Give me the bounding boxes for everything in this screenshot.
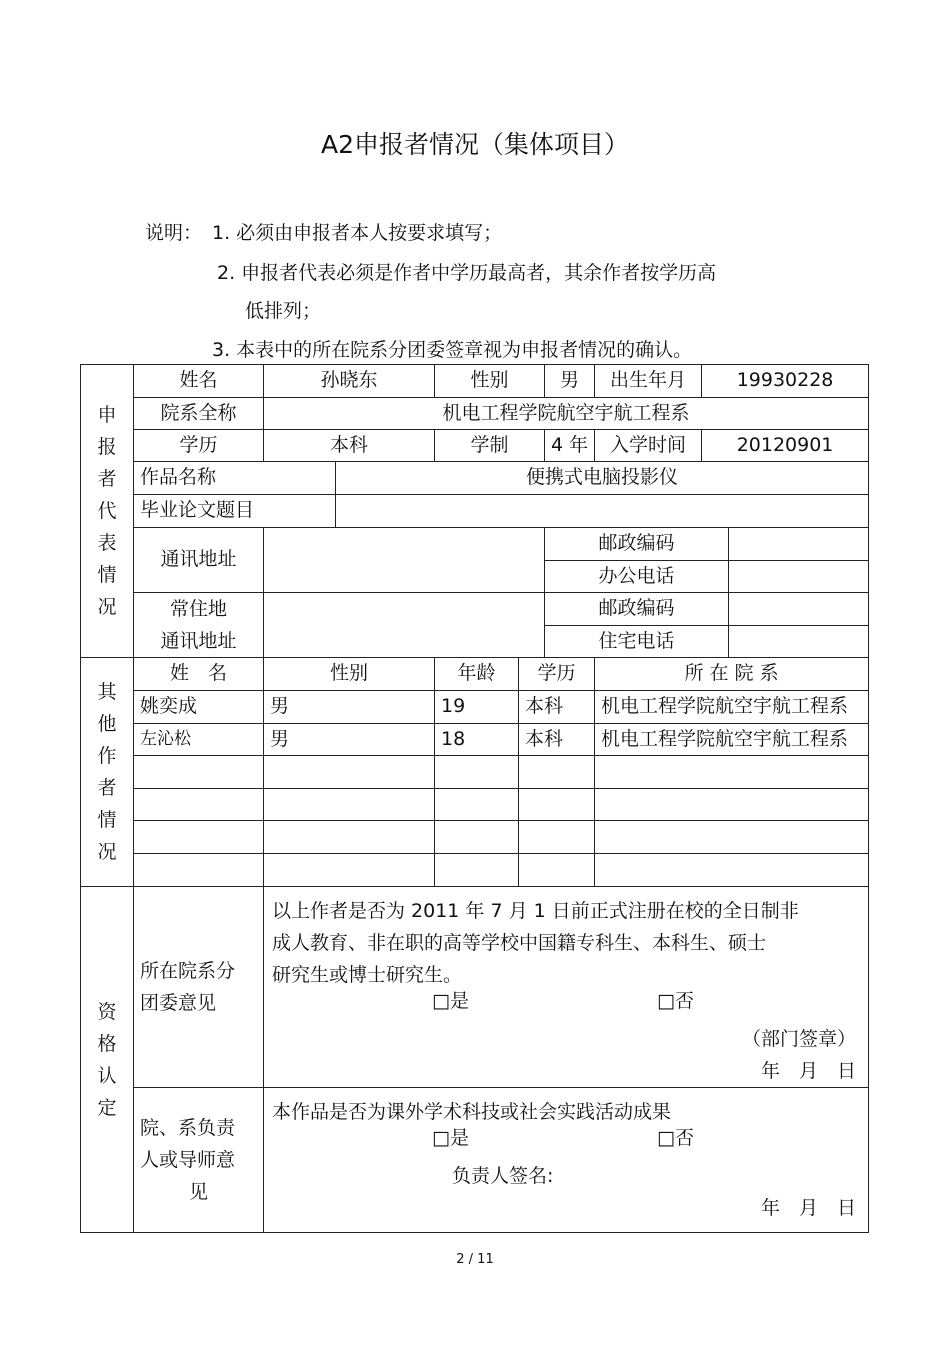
- author-age[interactable]: [435, 821, 519, 854]
- author-name[interactable]: [134, 789, 264, 821]
- edu-label: 学历: [134, 430, 264, 462]
- dept-opinion-label: 所在院系分 团委意见: [134, 887, 264, 1088]
- author-age[interactable]: 18: [435, 724, 519, 756]
- dept-opinion-block: [264, 887, 869, 1088]
- edu-field[interactable]: 本科: [264, 430, 435, 462]
- qual-section-label: 资 格 认 定: [81, 887, 134, 1233]
- no-checkbox[interactable]: □否: [657, 990, 694, 1012]
- note-2-cont: 低排列；: [245, 300, 322, 322]
- signature-label[interactable]: 负责人签名:: [452, 1165, 554, 1187]
- others-section-label: 其 他 作 者 情 况: [81, 658, 134, 887]
- birth-field[interactable]: 19930228: [702, 365, 869, 398]
- postcode2-label: 邮政编码: [545, 593, 729, 626]
- work-label: 作品名称: [134, 462, 336, 495]
- application-form: [80, 364, 869, 1233]
- dept-opinion-text-2: 成人教育、非在职的高等学校中国籍专科生、本科生、硕士: [272, 932, 767, 954]
- gender-label: 性别: [435, 365, 545, 398]
- others-header-name: 姓 名: [134, 658, 264, 691]
- note-1: 1. 必须由申报者本人按要求填写；: [212, 222, 503, 244]
- yes-checkbox-2[interactable]: □是: [432, 1127, 469, 1149]
- office-phone-field[interactable]: [729, 561, 869, 593]
- author-edu[interactable]: [519, 756, 595, 789]
- author-edu[interactable]: 本科: [519, 691, 595, 724]
- home-phone-field[interactable]: [729, 626, 869, 658]
- dept-opinion-text-1: 以上作者是否为 2011 年 7 月 1 日前正式注册在校的全日制非: [272, 900, 799, 922]
- author-dept[interactable]: [595, 854, 869, 887]
- author-dept[interactable]: 机电工程学院航空宇航工程系: [595, 724, 869, 756]
- thesis-label: 毕业论文题目: [134, 495, 336, 528]
- table-row: [81, 691, 869, 724]
- note-label: 说明：: [145, 222, 203, 244]
- author-gender[interactable]: [264, 821, 435, 854]
- rep-section-label: 申 报 者 代 表 情 况: [81, 365, 134, 658]
- date-label-2: 年 月 日: [761, 1197, 857, 1219]
- author-name[interactable]: [134, 756, 264, 789]
- leader-opinion-text: 本作品是否为课外学术科技或社会实践活动成果: [272, 1101, 672, 1123]
- dept-field[interactable]: 机电工程学院航空宇航工程系: [264, 398, 869, 430]
- enroll-label: 入学时间: [595, 430, 702, 462]
- table-row: [81, 724, 869, 756]
- table-row: [81, 789, 869, 821]
- enroll-field[interactable]: 20120901: [702, 430, 869, 462]
- others-header-dept: 所 在 院 系: [595, 658, 869, 691]
- author-gender[interactable]: 男: [264, 724, 435, 756]
- author-dept[interactable]: [595, 756, 869, 789]
- birth-label: 出生年月: [595, 365, 702, 398]
- length-field[interactable]: 4 年: [545, 430, 595, 462]
- note-2: 2. 申报者代表必须是作者中学历最高者，其余作者按学历高: [217, 262, 717, 284]
- author-gender[interactable]: [264, 789, 435, 821]
- date-label: 年 月 日: [761, 1060, 857, 1082]
- author-name[interactable]: [134, 821, 264, 854]
- thesis-field[interactable]: [336, 495, 869, 528]
- no-checkbox-2[interactable]: □否: [657, 1127, 694, 1149]
- home-phone-label: 住宅电话: [545, 626, 729, 658]
- author-edu[interactable]: [519, 821, 595, 854]
- page-number: 2 / 11: [456, 1252, 494, 1267]
- stamp-label: （部门签章）: [742, 1028, 857, 1050]
- work-field[interactable]: 便携式电脑投影仪: [336, 462, 869, 495]
- yes-checkbox[interactable]: □是: [432, 990, 469, 1012]
- author-age[interactable]: 19: [435, 691, 519, 724]
- postcode2-field[interactable]: [729, 593, 869, 626]
- author-dept[interactable]: [595, 789, 869, 821]
- dept-label: 院系全称: [134, 398, 264, 430]
- leader-opinion-label: 院、系负责 人或导师意 见: [134, 1088, 264, 1233]
- addr-field[interactable]: [264, 528, 545, 593]
- postcode-label: 邮政编码: [545, 528, 729, 561]
- others-header-gender: 性别: [264, 658, 435, 691]
- author-edu[interactable]: 本科: [519, 724, 595, 756]
- name-label: 姓名: [134, 365, 264, 398]
- perm-addr-label: 常住地 通讯地址: [134, 593, 264, 658]
- page-title: A2申报者情况（集体项目）: [320, 130, 629, 159]
- gender-field[interactable]: 男: [545, 365, 595, 398]
- note-3: 3. 本表中的所在院系分团委签章视为申报者情况的确认。: [212, 339, 693, 361]
- table-row: [81, 821, 869, 854]
- others-header-edu: 学历: [519, 658, 595, 691]
- perm-addr-field[interactable]: [264, 593, 545, 658]
- table-row: [81, 756, 869, 789]
- author-gender[interactable]: [264, 756, 435, 789]
- author-name[interactable]: 姚奕成: [134, 691, 264, 724]
- author-gender[interactable]: 男: [264, 691, 435, 724]
- author-dept[interactable]: 机电工程学院航空宇航工程系: [595, 691, 869, 724]
- length-label: 学制: [435, 430, 545, 462]
- leader-opinion-block: [264, 1088, 869, 1233]
- author-name[interactable]: [134, 854, 264, 887]
- table-row: [81, 854, 869, 887]
- author-edu[interactable]: [519, 789, 595, 821]
- author-gender[interactable]: [264, 854, 435, 887]
- name-field[interactable]: 孙晓东: [264, 365, 435, 398]
- author-age[interactable]: [435, 789, 519, 821]
- author-dept[interactable]: [595, 821, 869, 854]
- office-phone-label: 办公电话: [545, 561, 729, 593]
- author-age[interactable]: [435, 756, 519, 789]
- postcode-field[interactable]: [729, 528, 869, 561]
- author-name[interactable]: 左沁松: [134, 724, 264, 756]
- addr-label: 通讯地址: [134, 528, 264, 593]
- author-age[interactable]: [435, 854, 519, 887]
- others-header-age: 年龄: [435, 658, 519, 691]
- author-edu[interactable]: [519, 854, 595, 887]
- dept-opinion-text-3: 研究生或博士研究生。: [272, 964, 463, 986]
